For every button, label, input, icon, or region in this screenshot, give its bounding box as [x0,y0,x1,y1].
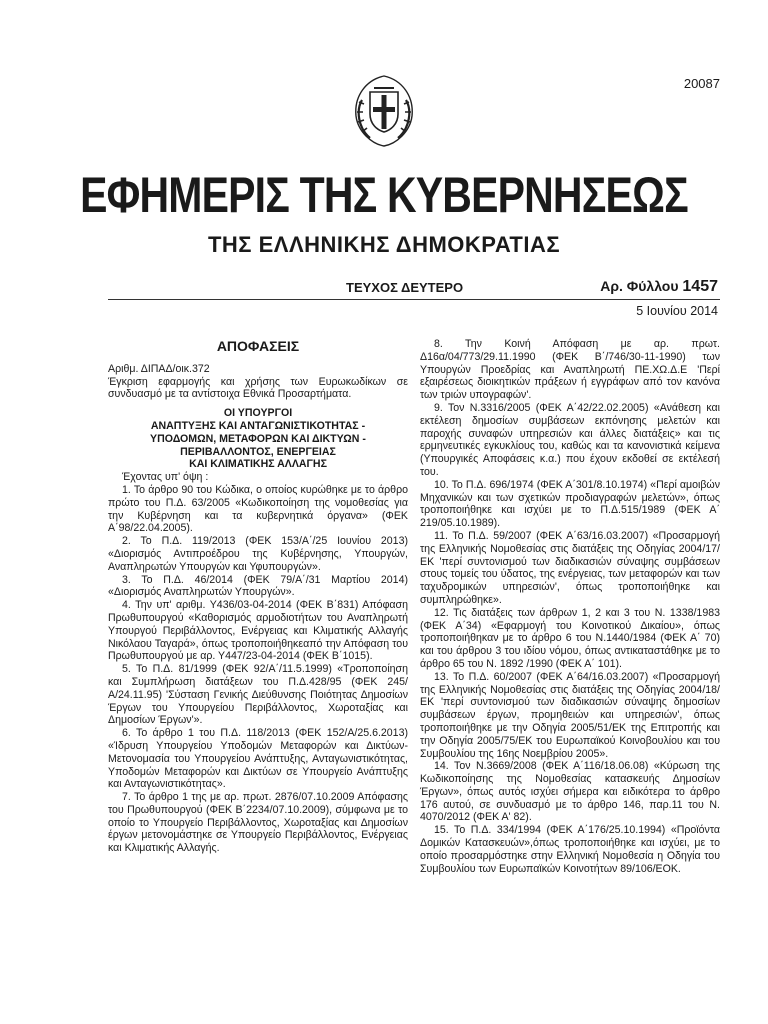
masthead-subtitle: ΤΗΣ ΕΛΛΗΝΙΚΗΣ ΔΗΜΟΚΡΑΤΙΑΣ [207,232,561,257]
issue-type: ΤΕΥΧΟΣ ΔΕΥΤΕΡΟ [346,280,464,295]
left-column [108,340,408,855]
preamble-paragraph: 13. Το Π.Δ. 60/2007 (ΦΕΚ Α΄64/16.03.2007) «Προσαρμογή της Ελληνικής Νομοθεσίας στις διατάξεις της Οδηγίας 2004/18/ΕΚ 'περί συντονισμού των διαδικασιών σύναψης δημοσίων συμβάσεων έργων, προμηθειών και υπηρεσιών', όπως τροποποιήθηκε με την Οδηγία 2005/51/ΕΚ της Επιτροπής και την Οδηγία 2005/75/ΕΚ του Ευρωπαϊκού Κοινοβουλίου και του Συμβουλίου της 16ης Νοεμβρίου 2005». [420,670,720,760]
preamble-paragraph: 3. Το Π.Δ. 46/2014 (ΦΕΚ 79/Α΄/31 Μαρτίου 2014) «Διορισμός Αναπληρωτών Υπουργών». [108,573,408,599]
preamble-paragraph: 14. Τον Ν.3669/2008 (ΦΕΚ Α΄116/18.06.08) «Κύρωση της Κωδικοποίησης της Νομοθεσίας κατασκευής Δημοσίων Έργων», όπως αυτός ισχύει σήμερα και ειδικότερα το άρθρο 176 αυτού, σε συνδυασμό με το άρθρο 146, παρ.11 του Ν. 4070/2012 (ΦΕΚ Α' 82). [420,760,720,824]
header-divider [108,299,720,300]
preamble-paragraph: 11. Το Π.Δ. 59/2007 (ΦΕΚ Α΄63/16.03.2007) «Προσαρμογή της Ελληνικής Νομοθεσίας στις διατάξεις της Οδηγίας 2004/17/ΕΚ 'περί συντονισμού των διαδικασιών σύναψης συμβάσεων στους τομείς του ύδατος, της ενέργειας, των μεταφορών και των ταχυδρομικών υπηρεσιών', όπως τροποποιήθηκε και συμπληρώθηκε». [420,529,720,606]
preamble-paragraph: 15. Το Π.Δ. 334/1994 (ΦΕΚ Α΄176/25.10.1994) «Προϊόντα Δομικών Κατασκευών»,όπως τροποποιήθηκε και ισχύει, με το οποίο προσαρμόστηκε στην Ελληνική Νομοθεσία η Οδηγία του Συμβουλίου των Ευρωπαϊκών Κοινοτήτων 89/106/ΕΟΚ. [420,824,720,875]
sheet-number [600,278,718,296]
preamble-paragraph: 8. Την Κοινή Απόφαση με αρ. πρωτ. Δ16α/04/773/29.11.1990 (ΦΕΚ Β΄/746/30-11-1990) των Υπουργών Προεδρίας και Αναπληρωτή ΠΕ.ΧΩ.Δ.Ε 'Περί εξαιρέσεως διοικητικών πράξεων ή εγγράφων από τον κανόνα των τριών υπογραφών'. [420,338,720,402]
masthead-title: ΕΦΗΜΕΡΙΣ ΤΗΣ ΚΥΒΕΡΝΗΣΕΩΣ [80,167,688,223]
preamble-paragraph: 5. Το Π.Δ. 81/1999 (ΦΕΚ 92/Α΄/11.5.1999) «Τροποποίηση και Συμπλήρωση διατάξεων του Π.Δ.428/95 (ΦΕΚ 245/Α/24.11.95) 'Σύσταση Γενικής Διεύθυνσης Ποιότητας Δημοσίων Έργων του Υπουργείου Περιβάλλοντος, Χωροταξίας και Δημοσίων Έργων'». [108,663,408,727]
greek-coat-of-arms-icon [344,70,424,150]
preamble-paragraph: 4. Την υπ' αριθμ. Υ436/03-04-2014 (ΦΕΚ Β΄831) Απόφαση Πρωθυπουργού «Καθορισμός αρμοδιοτήτων του Αναπληρωτή Υπουργού Περιβάλλοντος, Ενέργειας και Κλιματικής Αλλαγής Νικόλαου Ταγαρά», όπως τροποποιήθηκεαπό την Απόφαση του Πρωθυπουργού με αρ. Υ447/23-04-2014 (ΦΕΚ Β΄1015). [108,599,408,663]
issue-date: 5 Ιουνίου 2014 [636,304,718,318]
ministers-line: ΟΙ ΥΠΟΥΡΓΟΙ [223,407,293,420]
ministers-line: ΠΕΡΙΒΑΛΛΟΝΤΟΣ, ΕΝΕΡΓΕΙΑΣ [180,445,336,458]
sheet-number-value: 1457 [682,278,718,295]
preamble-paragraph: Έχοντας υπ' όψη : [122,471,209,484]
decision-subject: Έγκριση εφαρμογής και χρήσης των Ευρωκωδίκων σε συνδυασμό με τα αντίστοιχα Εθνικά Προσαρτήματα. [108,375,408,401]
decision-reference: Αριθμ. ΔΙΠΑΔ/οικ.372 [108,362,210,375]
right-column [420,338,720,875]
preamble-paragraph: 12. Τις διατάξεις των άρθρων 1, 2 και 3 του Ν. 1338/1983 (ΦΕΚ Α΄34) «Εφαρμογή του Κοινοτικού Δικαίου», όπως τροποποιήθηκαν με το άρθρο 6 του Ν.1440/1984 (ΦΕΚ Α΄ 70) και του άρθρου 3 του ιδίου νόμου, όπως αντικαταστάθηκε με το άρθρο 65 του Ν. 1892 /1990 (ΦΕΚ Α΄ 101). [420,606,720,670]
ministers-line: ΥΠΟΔΟΜΩΝ, ΜΕΤΑΦΟΡΩΝ ΚΑΙ ΔΙΚΤΥΩΝ - [150,432,366,445]
sheet-label: Αρ. Φύλλου [600,278,679,294]
page-number: 20087 [683,76,720,91]
preamble-paragraph: 9. Τον Ν.3316/2005 (ΦΕΚ Α΄42/22.02.2005) «Ανάθεση και εκτέλεση δημοσίων συμβάσεων εκπόνησης μελετών και παροχής συναφών υπηρεσιών και άλλες διατάξεις» και τις ερμηνευτικές εγκυκλίους του, καθώς και τα κανονιστικά κείμενα (Υπουργικές Αποφάσεις κ.α.) που έχουν εκδοθεί σε εκτέλεσή του. [420,401,720,478]
preamble-paragraph: 6. Το άρθρο 1 του Π.Δ. 118/2013 (ΦΕΚ 152/Α/25.6.2013) «Ίδρυση Υπουργείου Υποδομών Μεταφορών και Δικτύων- Μετονομασία του Υπουργείου Ανάπτυξης, Ανταγωνιστικότητας, Υποδομών Μεταφορών και Δικτύων σε Υπουργείο Ανάπτυξης και Ανταγωνιστικότητας». [108,727,408,791]
preamble-paragraph: 10. Το Π.Δ. 696/1974 (ΦΕΚ Α΄301/8.10.1974) «Περί αμοιβών Μηχανικών και των σχετικών προδιαγραφών μελετών», όπως τροποποιήθηκε και ισχύει με το Π.Δ.515/1989 (ΦΕΚ Α΄ 219/05.10.1989). [420,478,720,530]
ministers-heading [108,407,408,471]
preamble-paragraph: 2. Το Π.Δ. 119/2013 (ΦΕΚ 153/Α΄/25 Ιουνίου 2013) «Διορισμός Αντιπροέδρου της Κυβέρνησης, Υπουργών, Αναπληρωτών Υπουργών και Υφυπουργών». [108,535,408,573]
ministers-line: ΚΑΙ ΚΛΙΜΑΤΙΚΗΣ ΑΛΛΑΓΗΣ [189,458,327,471]
ministers-line: ΑΝΑΠΤΥΞΗΣ ΚΑΙ ΑΝΤΑΓΩΝΙΣΤΙΚΟΤΗΤΑΣ - [150,419,366,432]
preamble-paragraph: 7. Το άρθρο 1 της με αρ. πρωτ. 2876/07.10.2009 Απόφασης του Πρωθυπουργού (ΦΕΚ Β΄2234/07.10.2009), σύμφωνα με το οποίο το Υπουργείο Περιβάλλοντος, Χωροταξίας και Δημοσίων έργων μετονομάστηκε σε Υπουργείο Περιβάλλοντος, Ενέργειας και Κλιματικής Αλλαγής. [108,791,408,855]
section-heading: ΑΠΟΦΑΣΕΙΣ [216,338,300,354]
preamble-paragraph: 1. Το άρθρο 90 του Κώδικα, ο οποίος κυρώθηκε με το άρθρο πρώτο του Π.Δ. 63/2005 «Κωδικοποίηση της νομοθεσίας για την Κυβέρνηση και τα κυβερνητικά όργανα» (ΦΕΚ Α΄98/22.04.2005). [108,483,408,535]
